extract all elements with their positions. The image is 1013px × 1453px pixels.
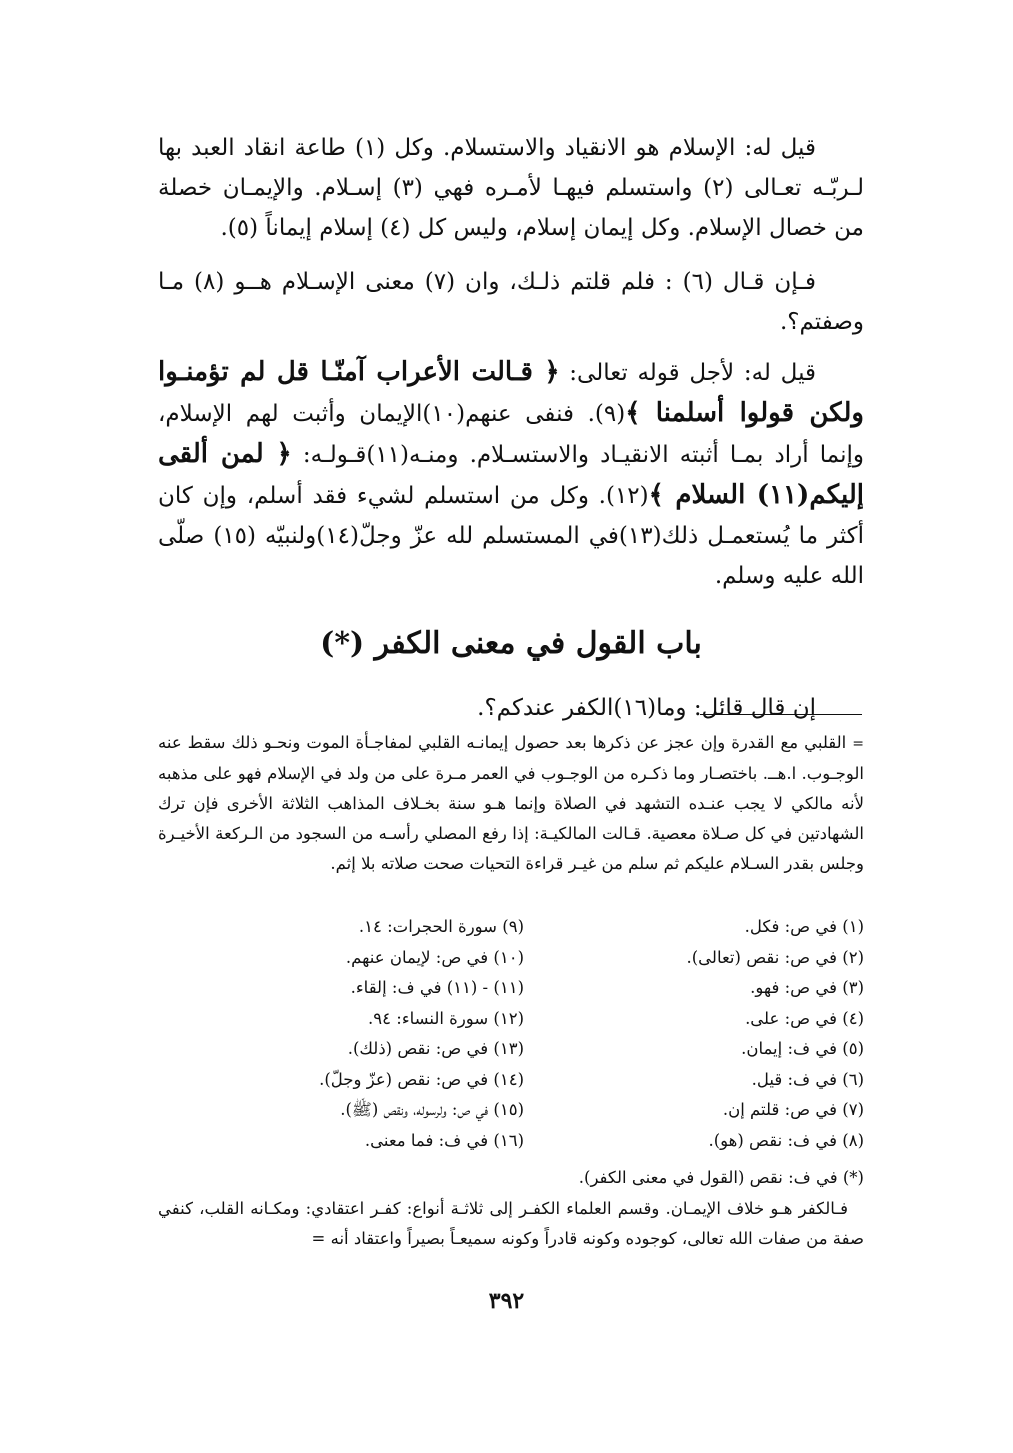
question-line: إن قال قائل: وما(١٦)الكفر عندكم؟. [477,695,816,721]
quran-middle: (٩). فنفى عنهم(١٠)الإيمان وأثبت لهم الإسلام، وإنما أراد بمـا أثبته الانقيـاد والاستسـلام. ومنـه(١١)قـولـه: [158,401,864,468]
footnote-star: (*) في ف: نقص (القول في معنى الكفر). [578,1168,864,1187]
footnote-item: (١٣) في ص: نقص (ذلك). [347,1039,524,1058]
continuation-marker: = [852,736,864,752]
main-text [158,128,864,742]
footnote-item: (٩) سورة الحجرات: ١٤. [358,917,524,936]
page-number: ٣٩٢ [488,1288,525,1314]
footnote-continuation [158,728,864,879]
quran-intro: قيل له: لأجل قوله تعالى: [559,360,817,386]
paragraph-2: فـإن قـال (٦) : فلم قلتم ذلـك، وان (٧) معنى الإسـلام هــو (٨) مـا وصفتم؟. [158,269,864,335]
footnote-item: (٧) في ص: قلتم إن. [722,1100,864,1119]
footnote-item: (٨) في ف: نقص (هو). [708,1130,864,1150]
paragraph-3-quran [158,352,864,596]
footnote-item: (١٢) سورة النساء: ٩٤. [368,1008,524,1028]
footnote-item: (٥) في ف: إيمان. [741,1039,864,1058]
footnote-item: (١٦) في ف: فما معنى. [364,1130,524,1150]
footnote-item: (١) في ص: فكل. [744,917,864,936]
footnote-item: (١١) - (١١) في ف: إلقاء. [350,978,524,997]
footnote-column-right [564,912,864,1156]
continuation-text: القلبي مع القدرة وإن عجز عن ذكرها بعد حصول إيمانـه القلبي لمفاجـأة الموت ونحـو ذلك سقط عنه الوجـوب. ا.هــ. باختصـار وما ذكـره من الوجـوب في العمر مـرة على من ولد في الإسلام فهو على مذهبه لأنه مالكي لا يجب عنـده التشهد في الصلاة وإنما هـو سنة بخـلاف المذاهب الثلاثة الأخرى فإن ترك الشهادتين في كل صـلاة معصية. قـالت المالكيـة: إذا رفع المصلي رأسـه من السجود من الـركعة الأخيـرة وجلس بقدر السـلام عليكم ثم سلم من غيـر قراءة التحيات صحت صلاته بلا إثم. [158,733,864,873]
footnote-item: (٦) في ف: قيل. [751,1069,864,1089]
footnote-kufr-definition: فـالكفر هـو خلاف الإيمـان. وقسم العلماء الكفـر إلى ثلاثـة أنواع: كفـر اعتقادي: ومكـانه القلب، كنفي صفة من صفات الله تعالى، كوجوده وكونه قادراً وكونه سميعـاً بصيراً واعتقاد أنه = [158,1199,864,1248]
footnote-item: (١٥) في ص: ولرسوله، ونقص (ﷺ). [340,1100,524,1119]
quran-verse-2: ﴿ لمن ألقى إليكم(١١) السلام ﴾ [158,439,864,510]
quran-verse-1: ﴿ قـالت الأعراب آمنّـا قل لم تؤمنـوا ولكن قولوا أسلمنا ﴾ [158,357,864,428]
footnote-item: (٣) في ص: فهو. [750,978,864,997]
footnote-column-left [224,912,524,1156]
footnote-item: (١٤) في ص: نقص (عزّ وجلّ). [319,1069,524,1089]
footnote-item: (٤) في ص: على. [745,1008,864,1028]
chapter-heading: باب القول في معنى الكفر (*) [320,626,702,661]
footnote-item: (٢) في ص: نقص (تعالى). [686,947,864,967]
footnote-item: (١٠) في ص: لإيمان عنهم. [345,947,524,967]
paragraph-1: قيل له: الإسلام هو الانقياد والاستسلام. وكل (١) طاعة انقاد العبد بها لـربّـه تعـالى (٢) واستسلم فيهـا لأمـره فهي (٣) إسـلام. والإيمـان خصلة من خصال الإسلام. وكل إيمان إسلام، وليس كل (٤) إسلام إيماناً (٥). [158,135,864,241]
footnote-separator [700,714,862,715]
quran-after: (١٢). وكل من استسلم لشيء فقد أسلم، وإن كان أكثر ما يُستعمـل ذلك(١٣)في المستسلم لله عزّ وجلّ(١٤)ولنبيّه (١٥) صلّى الله عليه وسلم. [158,483,865,589]
